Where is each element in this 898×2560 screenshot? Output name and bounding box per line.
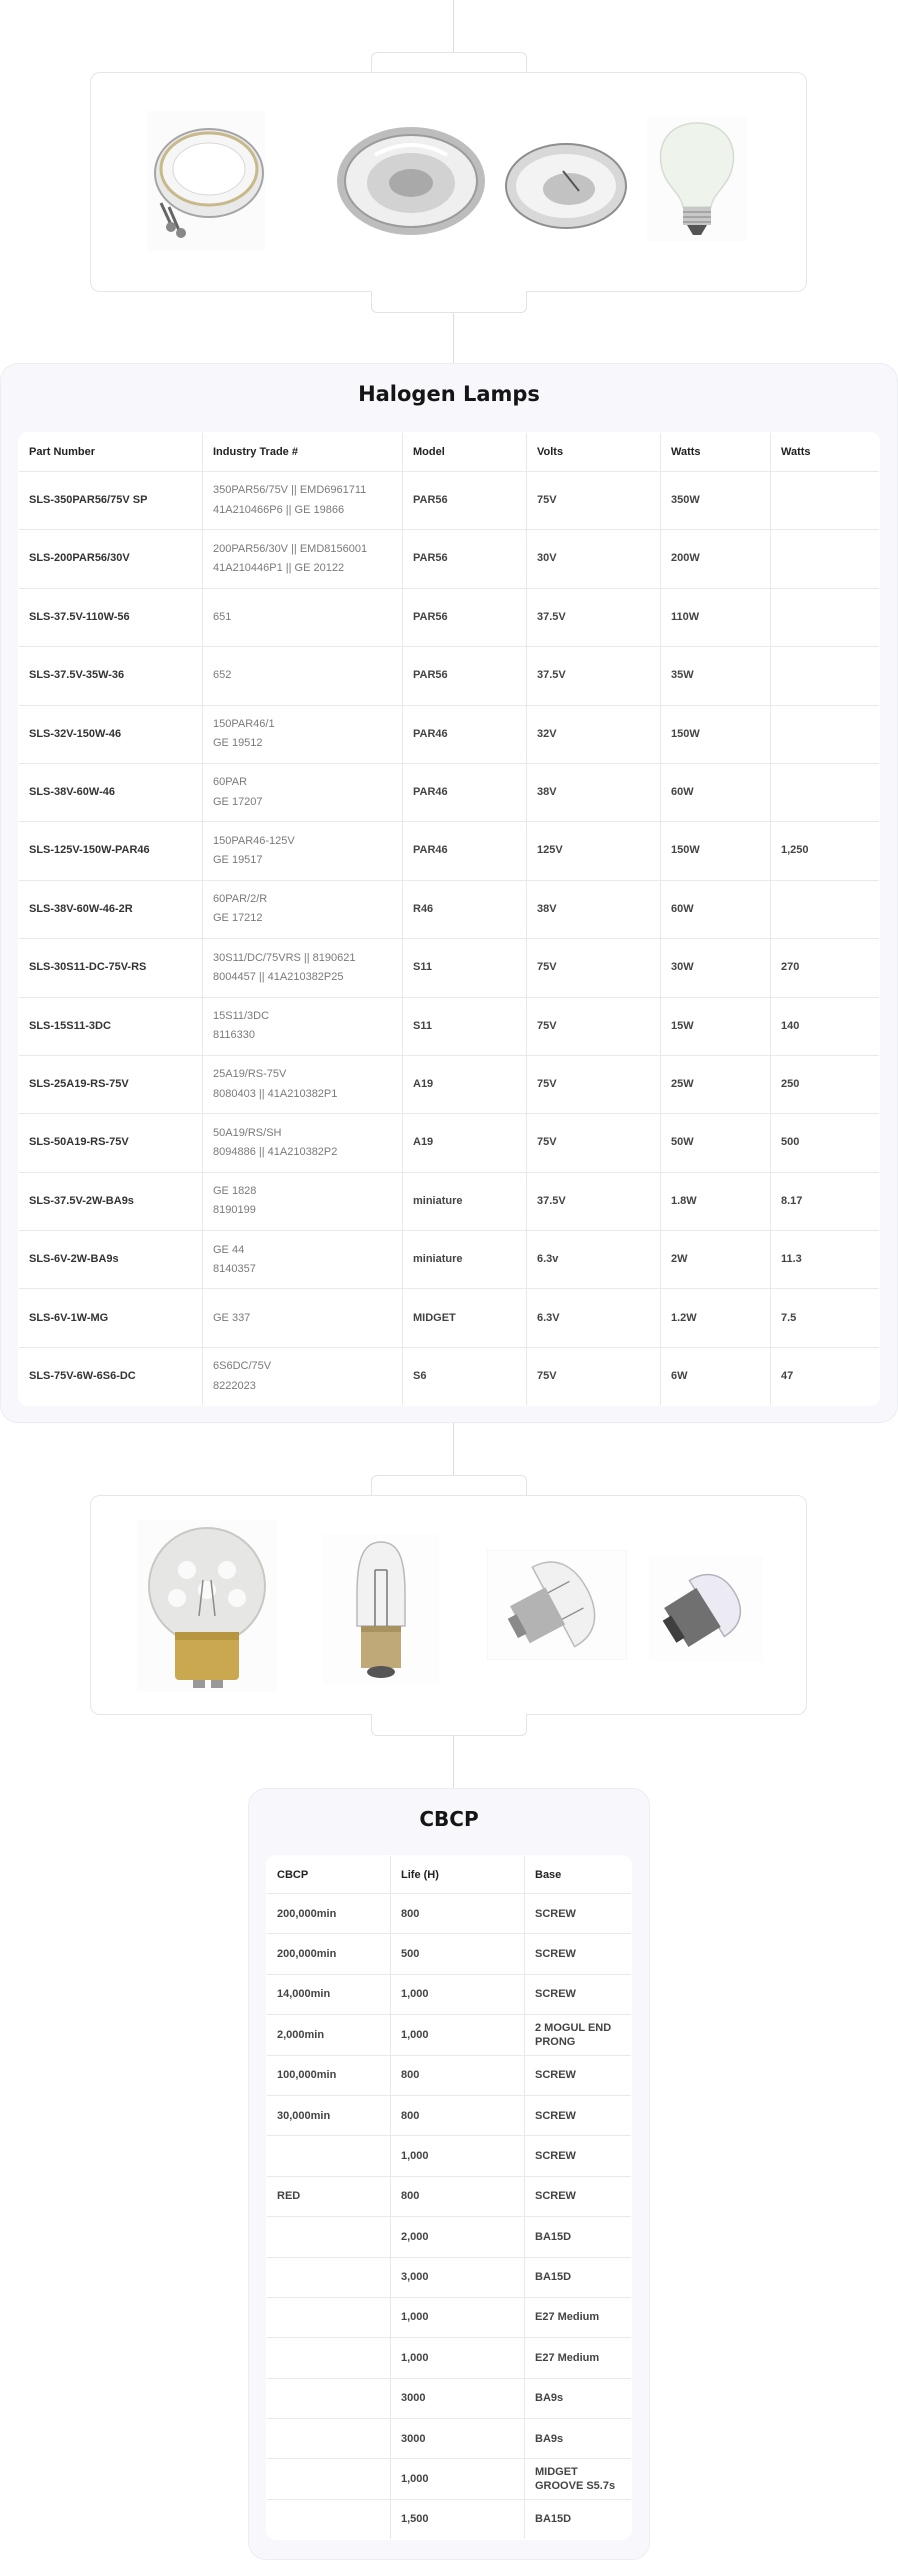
watts-cell: 35W (661, 647, 771, 705)
volts-cell: 37.5V (527, 1172, 661, 1230)
cbcp-cell: 14,000min (267, 1974, 391, 2014)
watts-cell: 1.8W (661, 1172, 771, 1230)
trade-line-2: 8004457 || 41A210382P25 (213, 970, 344, 983)
volts-cell: 75V (527, 1114, 661, 1172)
table-row (19, 1055, 880, 1113)
part-number-cell: SLS-38V-60W-46-2R (19, 880, 203, 938)
part-number-cell: SLS-30S11-DC-75V-RS (19, 939, 203, 997)
life-cell: 1,000 (391, 2136, 525, 2176)
table-row (267, 1974, 632, 2014)
part-number-cell: SLS-37.5V-2W-BA9s (19, 1172, 203, 1230)
part-number-cell: SLS-50A19-RS-75V (19, 1114, 203, 1172)
trade-number-cell (203, 1231, 403, 1289)
watts-cell: 60W (661, 880, 771, 938)
col-cbcp: CBCP (267, 1856, 391, 1894)
connector-line (453, 1736, 454, 1788)
trade-number-cell (203, 705, 403, 763)
table-row (19, 880, 880, 938)
life-cell: 3000 (391, 2378, 525, 2418)
trade-line-1: 651 (213, 610, 232, 623)
s6-bayonet-bulb-image (323, 1534, 439, 1684)
life-cell: 1,000 (391, 2297, 525, 2337)
col-industry-trade: Industry Trade # (203, 433, 403, 472)
watts-cell: 110W (661, 588, 771, 646)
col-model: Model (403, 433, 527, 472)
model-cell: PAR56 (403, 647, 527, 705)
trade-line-2: 8080403 || 41A210382P1 (213, 1087, 338, 1100)
watts-2-cell: 8.17 (771, 1172, 880, 1230)
gallery-tab-bottom (371, 1714, 527, 1736)
table-row (267, 2378, 632, 2418)
volts-cell: 37.5V (527, 647, 661, 705)
base-cell: SCREW (525, 1894, 632, 1934)
table-header-row (19, 433, 880, 472)
base-cell: BA15D (535, 2513, 572, 2526)
part-number-cell: SLS-6V-2W-BA9s (19, 1231, 203, 1289)
table-row (267, 2055, 632, 2095)
model-cell: PAR56 (403, 472, 527, 530)
trade-number-cell (203, 1289, 403, 1347)
table-row (19, 1172, 880, 1230)
base-cell: BA9s (525, 2419, 632, 2459)
watts-2-cell: 500 (771, 1114, 880, 1172)
watts-cell: 6W (661, 1347, 771, 1405)
trade-number-cell (203, 530, 403, 588)
trade-line-2: GE 17207 (213, 795, 263, 808)
trade-line-1: 150PAR46-125V (213, 834, 295, 847)
base-cell: E27 Medium (525, 2338, 632, 2378)
col-part-number: Part Number (19, 433, 203, 472)
part-number-cell: SLS-37.5V-35W-36 (19, 647, 203, 705)
trade-number-cell (203, 822, 403, 880)
model-cell: miniature (403, 1172, 527, 1230)
cbcp-cell (267, 2297, 391, 2337)
life-cell: 2,000 (391, 2217, 525, 2257)
life-cell: 500 (391, 1934, 525, 1974)
trade-line-1: GE 1828 (213, 1185, 257, 1198)
model-cell: S6 (403, 1347, 527, 1405)
trade-line-1: 60PAR/2/R (213, 893, 268, 906)
trade-line-2: 41A210466P6 || GE 19866 (213, 503, 345, 516)
trade-line-1: 15S11/3DC (213, 1009, 270, 1022)
part-number-cell: SLS-125V-150W-PAR46 (19, 822, 203, 880)
cbcp-cell (267, 2217, 391, 2257)
gallery-tab-top (371, 52, 527, 74)
watts-2-cell: 1,250 (771, 822, 880, 880)
table-row (267, 2499, 632, 2539)
volts-cell: 38V (527, 880, 661, 938)
col-watts: Watts (661, 433, 771, 472)
par56-sealed-beam-image (147, 111, 265, 251)
base-cell: BA9s (525, 2378, 632, 2418)
top-lamp-gallery (90, 72, 807, 292)
base-cell: BA15D (525, 2257, 632, 2297)
trade-line-2: GE 19512 (213, 737, 263, 750)
cbcp-panel (248, 1788, 650, 2560)
volts-cell: 37.5V (527, 588, 661, 646)
watts-2-cell: 11.3 (771, 1231, 880, 1289)
base-cell: SCREW (525, 2055, 632, 2095)
life-cell: 800 (391, 2055, 525, 2095)
trade-line-2: 8116330 (213, 1029, 256, 1042)
part-number-cell: SLS-350PAR56/75V SP (19, 472, 203, 530)
trade-line-2: 8190199 (213, 1204, 256, 1217)
base-cell: SCREW (525, 2095, 632, 2135)
a19-frosted-bulb-image (647, 117, 747, 241)
model-cell: S11 (403, 939, 527, 997)
base-cell: BA15D (525, 2217, 632, 2257)
watts-cell: 60W (661, 763, 771, 821)
watts-2-cell (771, 880, 880, 938)
connector-line (453, 1423, 454, 1475)
halogen-table (18, 432, 880, 1406)
trade-number-cell (203, 1114, 403, 1172)
col-life: Life (H) (391, 1856, 525, 1894)
trade-number-cell (203, 1055, 403, 1113)
trade-line-1: GE 337 (213, 1311, 251, 1324)
table-row (267, 2095, 632, 2135)
watts-2-cell: 140 (771, 997, 880, 1055)
table-row (19, 472, 880, 530)
col-base: Base (525, 1856, 632, 1894)
table-row (19, 705, 880, 763)
base-cell: SCREW (525, 2136, 632, 2176)
life-cell: 3,000 (391, 2257, 525, 2297)
gallery-tab-top (371, 1475, 527, 1497)
halogen-panel (0, 363, 898, 1423)
life-cell: 1,500 (391, 2499, 525, 2539)
volts-cell: 75V (527, 1055, 661, 1113)
part-number-cell: SLS-38V-60W-46 (19, 763, 203, 821)
table-row (19, 1114, 880, 1172)
model-cell: PAR46 (403, 763, 527, 821)
halogen-title: Halogen Lamps (358, 382, 540, 406)
base-cell: MIDGET GROOVE S5.7s (525, 2459, 632, 2499)
trade-line-1: 50A19/RS/SH (213, 1126, 282, 1139)
cbcp-table (266, 1855, 632, 2540)
cbcp-cell (267, 2419, 391, 2459)
midget-groove-bulb-image (649, 1556, 763, 1662)
trade-line-2: 8140357 (213, 1262, 256, 1275)
life-cell: 3000 (391, 2419, 525, 2459)
cbcp-cell (267, 2257, 391, 2297)
cbcp-cell: RED (267, 2176, 391, 2216)
model-cell: PAR56 (403, 530, 527, 588)
cbcp-title: CBCP (419, 1807, 479, 1831)
volts-cell: 75V (527, 939, 661, 997)
watts-cell: 150W (661, 705, 771, 763)
base-cell: SCREW (525, 2176, 632, 2216)
model-cell: PAR56 (403, 588, 527, 646)
watts-2-cell (771, 472, 880, 530)
trade-number-cell (203, 588, 403, 646)
trade-line-2: GE 17212 (213, 912, 263, 925)
watts-cell: 2W (661, 1231, 771, 1289)
trade-number-cell (203, 939, 403, 997)
volts-cell: 75V (527, 1347, 661, 1405)
cbcp-cell: 30,000min (267, 2095, 391, 2135)
table-row (267, 2015, 632, 2055)
cbcp-cell: 200,000min (267, 1934, 391, 1974)
table-row (19, 939, 880, 997)
cbcp-cell: 2,000min (267, 2015, 391, 2055)
table-row (267, 2136, 632, 2176)
life-cell: 1,000 (391, 2459, 525, 2499)
par46-reflector-image (503, 141, 629, 231)
connector-line (453, 0, 454, 52)
cbcp-cell (267, 2499, 391, 2539)
watts-2-cell (771, 647, 880, 705)
part-number-cell: SLS-200PAR56/30V (19, 530, 203, 588)
base-cell: SCREW (525, 1974, 632, 2014)
trade-number-cell (203, 880, 403, 938)
table-row (19, 763, 880, 821)
volts-cell: 32V (527, 705, 661, 763)
table-row (19, 1347, 880, 1405)
table-row (19, 822, 880, 880)
volts-cell: 75V (527, 997, 661, 1055)
table-row (267, 2176, 632, 2216)
watts-2-cell (771, 705, 880, 763)
volts-cell: 38V (527, 763, 661, 821)
life-cell: 1,000 (391, 2338, 525, 2378)
trade-line-1: 60PAR (213, 776, 248, 789)
trade-number-cell (203, 647, 403, 705)
table-row (267, 2419, 632, 2459)
trade-line-1: 30S11/DC/75VRS || 8190621 (213, 951, 356, 964)
col-volts: Volts (527, 433, 661, 472)
watts-2-cell (771, 588, 880, 646)
part-number-cell: SLS-15S11-3DC (19, 997, 203, 1055)
trade-number-cell (203, 997, 403, 1055)
volts-cell: 30V (527, 530, 661, 588)
model-cell: R46 (403, 880, 527, 938)
trade-line-2: GE 19517 (213, 854, 263, 867)
trade-line-1: 652 (213, 669, 232, 682)
table-row (19, 530, 880, 588)
watts-2-cell (771, 763, 880, 821)
table-row (267, 2257, 632, 2297)
bottom-lamp-gallery (90, 1495, 807, 1715)
table-row (19, 647, 880, 705)
trade-line-1: 200PAR56/30V || EMD8156001 (213, 542, 368, 555)
table-row (267, 2297, 632, 2337)
part-number-cell: SLS-32V-150W-46 (19, 705, 203, 763)
gallery-tab-bottom (371, 291, 527, 313)
model-cell: PAR46 (403, 822, 527, 880)
trade-line-2: 41A210446P1 || GE 20122 (213, 562, 345, 575)
model-cell: MIDGET (403, 1289, 527, 1347)
watts-cell: 25W (661, 1055, 771, 1113)
table-row (267, 2459, 632, 2499)
cbcp-cell (267, 2136, 391, 2176)
volts-cell: 125V (527, 822, 661, 880)
trade-line-1: 25A19/RS-75V (213, 1068, 287, 1081)
watts-cell: 15W (661, 997, 771, 1055)
trade-line-1: 150PAR46/1 (213, 718, 275, 730)
cbcp-cell (267, 2378, 391, 2418)
trade-line-2: 8094886 || 41A210382P2 (213, 1145, 338, 1158)
col-watts-2: Watts (771, 433, 880, 472)
base-cell: SCREW (525, 1934, 632, 1974)
cbcp-cell: 100,000min (267, 2055, 391, 2095)
model-cell: PAR46 (403, 705, 527, 763)
trade-number-cell (203, 1347, 403, 1405)
table-row (19, 1289, 880, 1347)
watts-2-cell: 7.5 (771, 1289, 880, 1347)
volts-cell: 6.3v (527, 1231, 661, 1289)
watts-cell: 150W (661, 822, 771, 880)
life-cell: 800 (391, 1894, 525, 1934)
model-cell: A19 (403, 1055, 527, 1113)
watts-cell: 1.2W (661, 1289, 771, 1347)
trade-line-2: 8222023 (213, 1379, 256, 1392)
part-number-cell: SLS-25A19-RS-75V (19, 1055, 203, 1113)
trade-number-cell (203, 763, 403, 821)
par56-reflector-image (335, 125, 487, 237)
model-cell: S11 (403, 997, 527, 1055)
life-cell: 1,000 (391, 1974, 525, 2014)
trade-number-cell (203, 472, 403, 530)
watts-2-cell: 270 (771, 939, 880, 997)
base-cell: E27 Medium (525, 2297, 632, 2337)
ba9s-miniature-bulb-image (487, 1550, 627, 1660)
table-row (267, 2338, 632, 2378)
watts-2-cell: 250 (771, 1055, 880, 1113)
table-row (19, 997, 880, 1055)
model-cell: miniature (403, 1231, 527, 1289)
trade-number-cell (203, 1172, 403, 1230)
trade-line-1: 6S6DC/75V (213, 1360, 272, 1373)
table-header-row (267, 1856, 632, 1894)
table-row (19, 588, 880, 646)
life-cell: 800 (391, 2095, 525, 2135)
life-cell: 1,000 (391, 2015, 525, 2055)
part-number-cell: SLS-6V-1W-MG (19, 1289, 203, 1347)
watts-cell: 50W (661, 1114, 771, 1172)
table-row (267, 2217, 632, 2257)
cbcp-cell (267, 2338, 391, 2378)
volts-cell: 6.3V (527, 1289, 661, 1347)
table-row (19, 1231, 880, 1289)
trade-line-1: 350PAR56/75V || EMD6961711 (213, 484, 367, 497)
life-cell: 800 (391, 2176, 525, 2216)
model-cell: A19 (403, 1114, 527, 1172)
watts-2-cell (771, 530, 880, 588)
watts-cell: 200W (661, 530, 771, 588)
table-row (267, 1934, 632, 1974)
part-number-cell: SLS-75V-6W-6S6-DC (19, 1347, 203, 1405)
watts-cell: 30W (661, 939, 771, 997)
watts-cell: 350W (661, 472, 771, 530)
cbcp-cell (267, 2459, 391, 2499)
table-row (267, 1894, 632, 1934)
round-ba15d-bulb-image (137, 1520, 277, 1692)
trade-line-1: GE 44 (213, 1243, 245, 1256)
watts-2-cell: 47 (781, 1369, 794, 1382)
base-cell: 2 MOGUL END PRONG (525, 2015, 632, 2055)
connector-line (453, 313, 454, 363)
volts-cell: 75V (527, 472, 661, 530)
cbcp-cell: 200,000min (267, 1894, 391, 1934)
part-number-cell: SLS-37.5V-110W-56 (19, 588, 203, 646)
